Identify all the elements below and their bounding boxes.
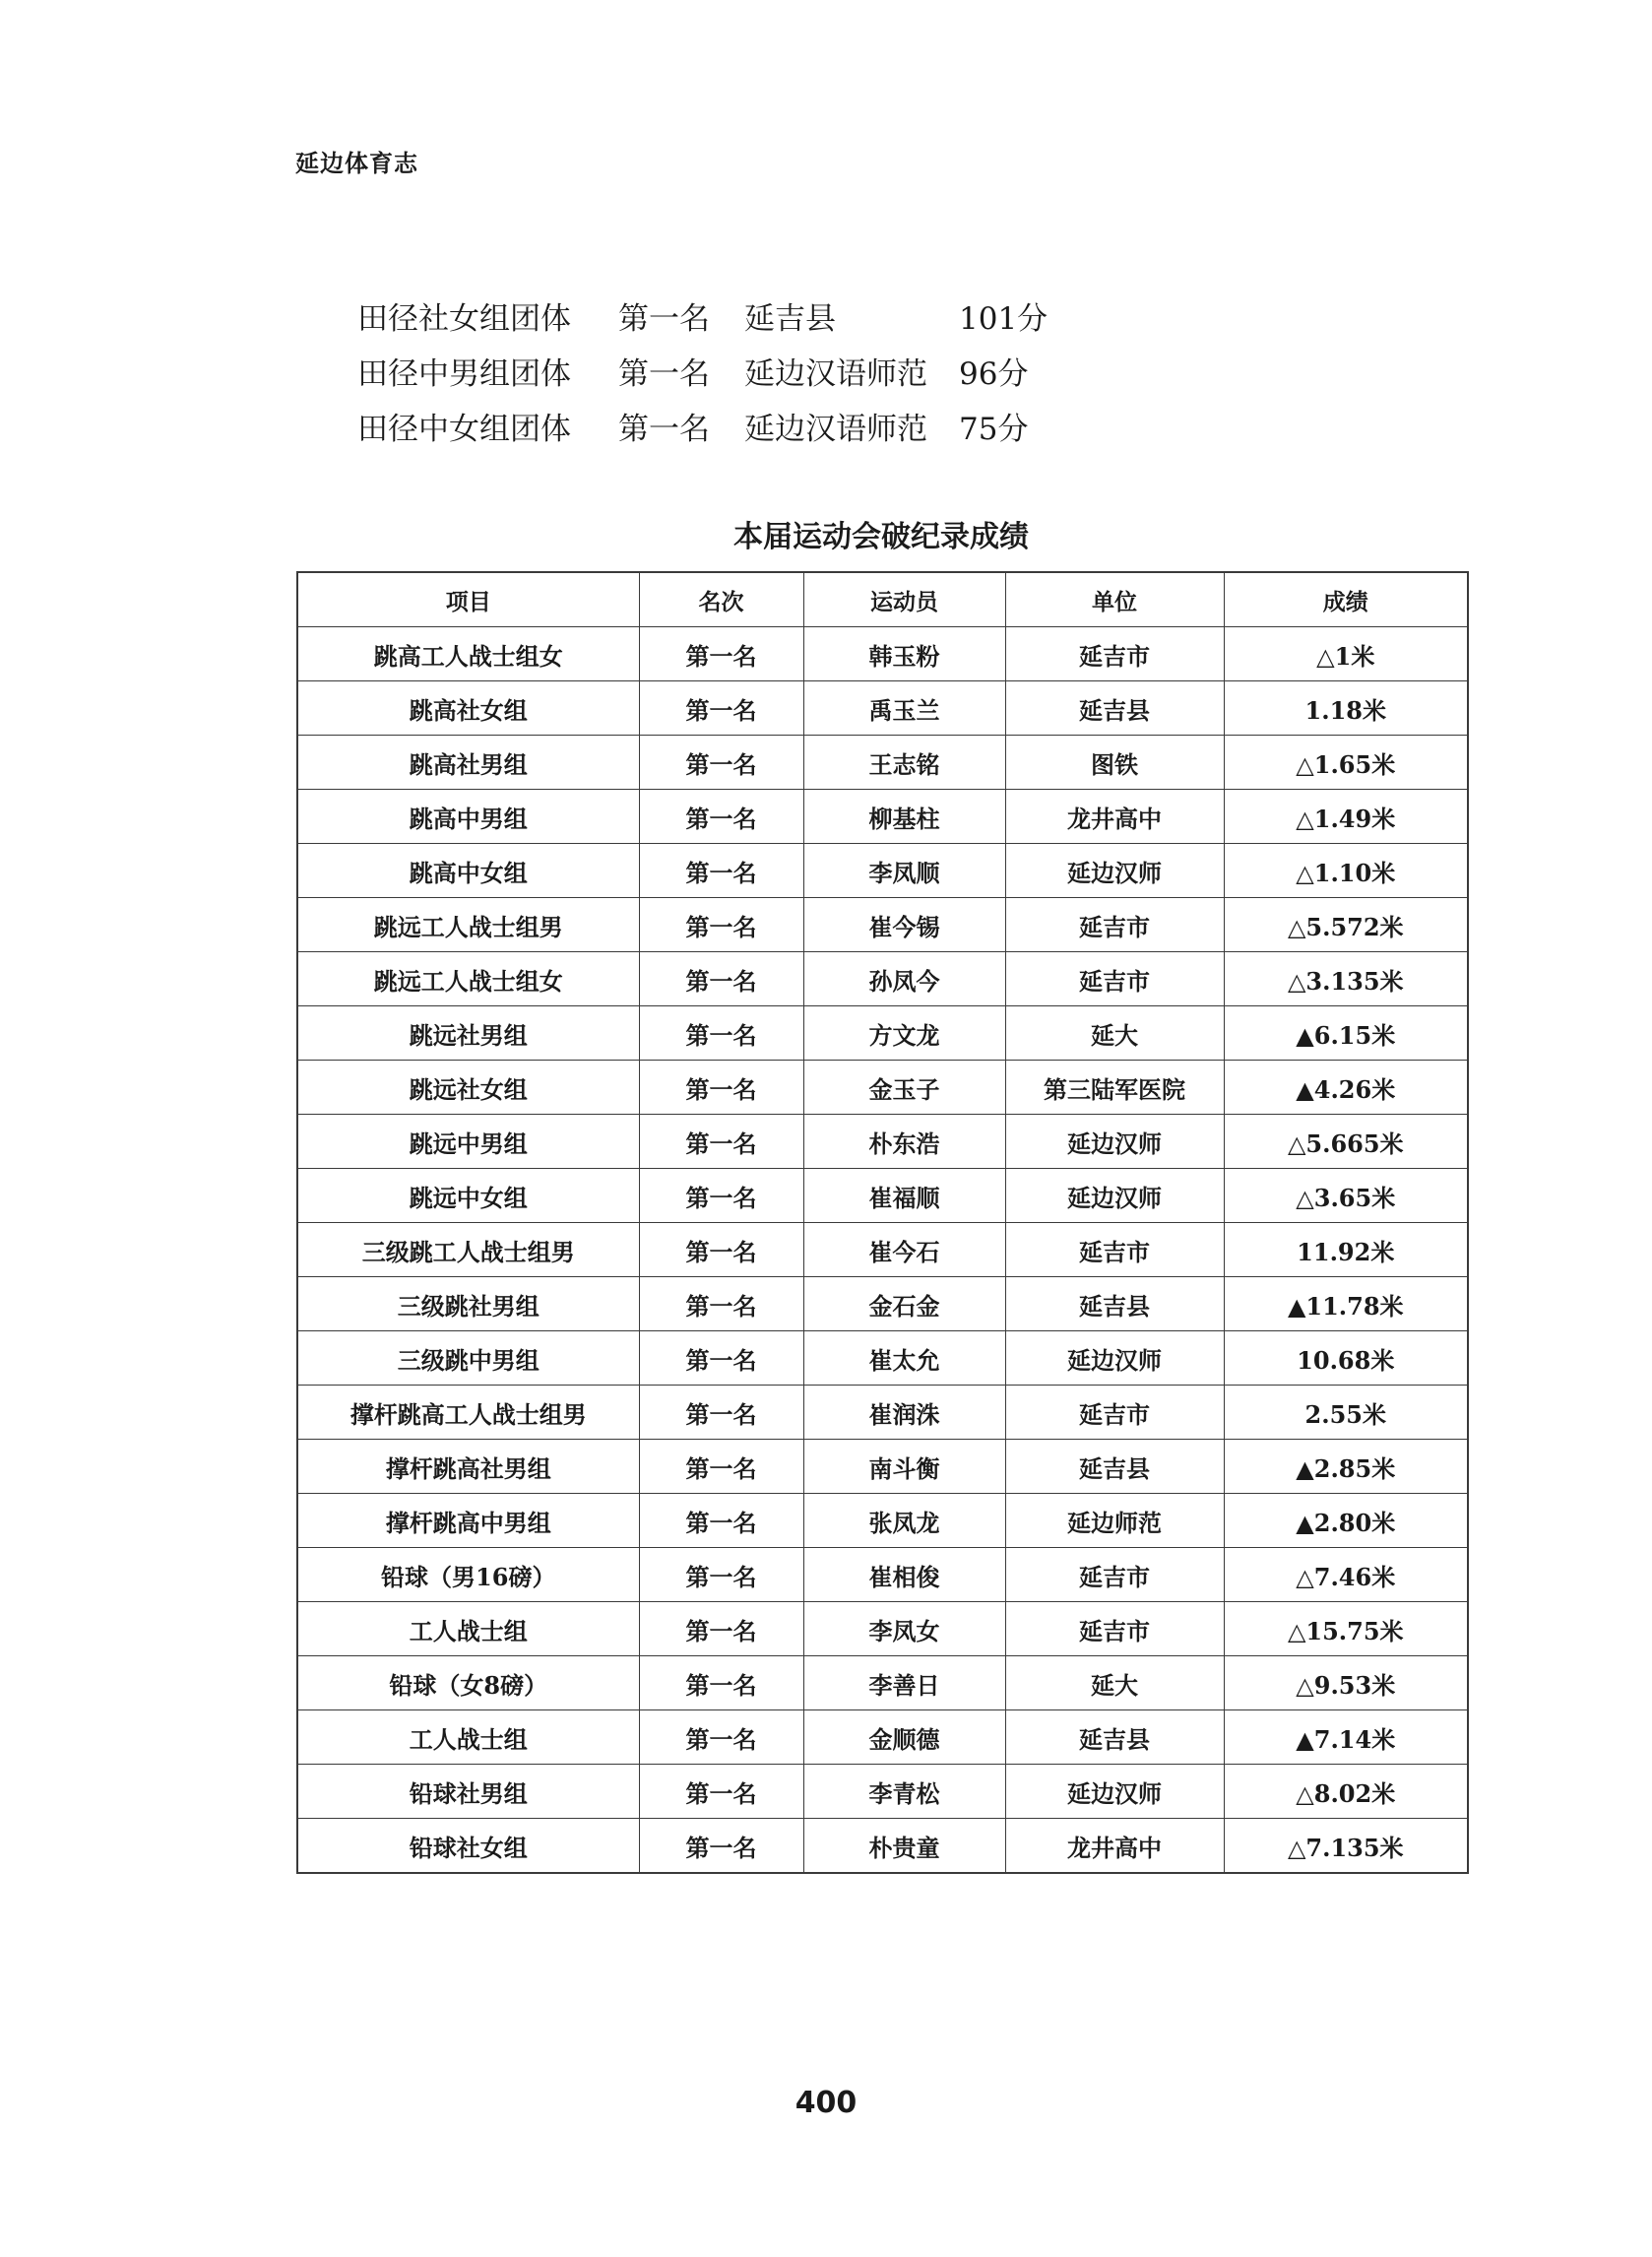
table-row xyxy=(297,1331,1468,1386)
cell-rank: 第一名 xyxy=(639,1386,803,1440)
cell-result: 1.18米 xyxy=(1224,681,1468,736)
cell-rank: 第一名 xyxy=(639,1656,803,1710)
cell-result: △1.49米 xyxy=(1224,790,1468,844)
team-result-row xyxy=(357,398,1077,453)
cell-event: 撑杆跳高社男组 xyxy=(297,1440,639,1494)
header-unit: 单位 xyxy=(1005,572,1224,627)
cell-rank: 第一名 xyxy=(639,1602,803,1656)
cell-rank: 第一名 xyxy=(639,736,803,790)
cell-athlete: 崔今石 xyxy=(803,1223,1005,1277)
table-row xyxy=(297,1602,1468,1656)
team-result-rank: 第一名 xyxy=(618,300,710,337)
cell-unit: 延吉市 xyxy=(1005,1548,1224,1602)
cell-unit: 延吉市 xyxy=(1005,627,1224,681)
running-head: 延边体育志 xyxy=(295,150,418,177)
cell-event: 跳远社男组 xyxy=(297,1006,639,1061)
cell-result: ▲2.85米 xyxy=(1224,1440,1468,1494)
table-row xyxy=(297,898,1468,952)
table-row xyxy=(297,1710,1468,1765)
team-result-rank: 第一名 xyxy=(618,411,710,447)
cell-event: 跳高工人战士组女 xyxy=(297,627,639,681)
cell-unit: 延边汉师 xyxy=(1005,1169,1224,1223)
table-row xyxy=(297,1223,1468,1277)
cell-unit: 延吉县 xyxy=(1005,1277,1224,1331)
cell-athlete: 孙凤今 xyxy=(803,952,1005,1006)
cell-athlete: 李凤顺 xyxy=(803,844,1005,898)
cell-rank: 第一名 xyxy=(639,1710,803,1765)
cell-event: 撑杆跳高工人战士组男 xyxy=(297,1386,639,1440)
header-result: 成绩 xyxy=(1224,572,1468,627)
cell-result: 2.55米 xyxy=(1224,1386,1468,1440)
cell-athlete: 王志铭 xyxy=(803,736,1005,790)
table-row xyxy=(297,1277,1468,1331)
cell-rank: 第一名 xyxy=(639,1494,803,1548)
cell-result: △3.135米 xyxy=(1224,952,1468,1006)
cell-unit: 延吉市 xyxy=(1005,1386,1224,1440)
cell-rank: 第一名 xyxy=(639,1061,803,1115)
team-result-row xyxy=(357,343,1077,398)
cell-result: △9.53米 xyxy=(1224,1656,1468,1710)
cell-result: △1.10米 xyxy=(1224,844,1468,898)
cell-event: 跳高社女组 xyxy=(297,681,639,736)
header-athlete: 运动员 xyxy=(803,572,1005,627)
table-row xyxy=(297,952,1468,1006)
cell-result: 10.68米 xyxy=(1224,1331,1468,1386)
cell-athlete: 朴东浩 xyxy=(803,1115,1005,1169)
cell-result: △1米 xyxy=(1224,627,1468,681)
team-result-event: 田径中男组团体 xyxy=(357,355,571,392)
team-result-unit: 延边汉语师范 xyxy=(744,355,927,392)
cell-result: ▲2.80米 xyxy=(1224,1494,1468,1548)
cell-rank: 第一名 xyxy=(639,1819,803,1874)
cell-unit: 延吉市 xyxy=(1005,952,1224,1006)
cell-rank: 第一名 xyxy=(639,1223,803,1277)
cell-result: △7.135米 xyxy=(1224,1819,1468,1874)
header-event: 项目 xyxy=(297,572,639,627)
cell-event: 铅球（男16磅） xyxy=(297,1548,639,1602)
cell-unit: 龙井高中 xyxy=(1005,1819,1224,1874)
table-title: 本届运动会破纪录成绩 xyxy=(733,520,1029,554)
team-result-event: 田径中女组团体 xyxy=(357,411,571,447)
cell-athlete: 崔今锡 xyxy=(803,898,1005,952)
cell-athlete: 南斗衡 xyxy=(803,1440,1005,1494)
table-row xyxy=(297,1440,1468,1494)
cell-event: 跳高中男组 xyxy=(297,790,639,844)
table-row xyxy=(297,1006,1468,1061)
cell-athlete: 李凤女 xyxy=(803,1602,1005,1656)
cell-unit: 延边汉师 xyxy=(1005,844,1224,898)
table-row xyxy=(297,790,1468,844)
table-row xyxy=(297,736,1468,790)
cell-event: 跳远工人战士组男 xyxy=(297,898,639,952)
table-row xyxy=(297,1169,1468,1223)
cell-athlete: 朴贵童 xyxy=(803,1819,1005,1874)
cell-unit: 延吉市 xyxy=(1005,1602,1224,1656)
team-result-score: 96分 xyxy=(959,355,1029,392)
cell-rank: 第一名 xyxy=(639,844,803,898)
cell-rank: 第一名 xyxy=(639,627,803,681)
table-row xyxy=(297,1115,1468,1169)
cell-result: ▲6.15米 xyxy=(1224,1006,1468,1061)
cell-event: 铅球社女组 xyxy=(297,1819,639,1874)
cell-athlete: 崔太允 xyxy=(803,1331,1005,1386)
cell-athlete: 崔润洙 xyxy=(803,1386,1005,1440)
cell-athlete: 崔福顺 xyxy=(803,1169,1005,1223)
cell-result: △1.65米 xyxy=(1224,736,1468,790)
cell-unit: 延吉市 xyxy=(1005,898,1224,952)
table-row xyxy=(297,1819,1468,1874)
cell-event: 工人战士组 xyxy=(297,1602,639,1656)
table-row xyxy=(297,627,1468,681)
cell-unit: 延大 xyxy=(1005,1006,1224,1061)
cell-athlete: 韩玉粉 xyxy=(803,627,1005,681)
table-row xyxy=(297,1061,1468,1115)
cell-event: 铅球社男组 xyxy=(297,1765,639,1819)
cell-athlete: 金顺德 xyxy=(803,1710,1005,1765)
cell-event: 跳远社女组 xyxy=(297,1061,639,1115)
team-result-score: 75分 xyxy=(959,411,1029,447)
cell-event: 跳高社男组 xyxy=(297,736,639,790)
cell-unit: 龙井高中 xyxy=(1005,790,1224,844)
cell-unit: 第三陆军医院 xyxy=(1005,1061,1224,1115)
cell-result: △5.665米 xyxy=(1224,1115,1468,1169)
cell-result: △7.46米 xyxy=(1224,1548,1468,1602)
cell-athlete: 金石金 xyxy=(803,1277,1005,1331)
cell-event: 跳远中男组 xyxy=(297,1115,639,1169)
cell-athlete: 方文龙 xyxy=(803,1006,1005,1061)
cell-result: ▲11.78米 xyxy=(1224,1277,1468,1331)
cell-result: ▲4.26米 xyxy=(1224,1061,1468,1115)
cell-athlete: 李善日 xyxy=(803,1656,1005,1710)
table-header-row xyxy=(297,572,1468,627)
cell-unit: 延边师范 xyxy=(1005,1494,1224,1548)
cell-rank: 第一名 xyxy=(639,1277,803,1331)
cell-event: 跳远工人战士组女 xyxy=(297,952,639,1006)
team-result-score: 101分 xyxy=(959,300,1048,337)
table-row xyxy=(297,1386,1468,1440)
team-result-row xyxy=(357,288,1077,343)
table-row xyxy=(297,681,1468,736)
cell-result: 11.92米 xyxy=(1224,1223,1468,1277)
cell-unit: 延吉市 xyxy=(1005,1223,1224,1277)
cell-unit: 延大 xyxy=(1005,1656,1224,1710)
cell-unit: 延边汉师 xyxy=(1005,1115,1224,1169)
cell-rank: 第一名 xyxy=(639,898,803,952)
team-result-unit: 延边汉语师范 xyxy=(744,411,927,447)
table-row xyxy=(297,1765,1468,1819)
cell-unit: 延边汉师 xyxy=(1005,1331,1224,1386)
header-rank: 名次 xyxy=(639,572,803,627)
cell-event: 三级跳工人战士组男 xyxy=(297,1223,639,1277)
team-result-rank: 第一名 xyxy=(618,355,710,392)
cell-unit: 延吉县 xyxy=(1005,1710,1224,1765)
cell-result: △15.75米 xyxy=(1224,1602,1468,1656)
cell-athlete: 禹玉兰 xyxy=(803,681,1005,736)
table-row xyxy=(297,1494,1468,1548)
cell-rank: 第一名 xyxy=(639,1765,803,1819)
cell-rank: 第一名 xyxy=(639,1115,803,1169)
cell-athlete: 柳基柱 xyxy=(803,790,1005,844)
team-result-event: 田径社女组团体 xyxy=(357,300,571,337)
cell-rank: 第一名 xyxy=(639,952,803,1006)
team-results xyxy=(357,288,1077,453)
cell-rank: 第一名 xyxy=(639,1169,803,1223)
cell-event: 工人战士组 xyxy=(297,1710,639,1765)
table-row xyxy=(297,844,1468,898)
cell-unit: 图铁 xyxy=(1005,736,1224,790)
team-result-unit: 延吉县 xyxy=(744,300,836,337)
cell-rank: 第一名 xyxy=(639,1440,803,1494)
cell-athlete: 李青松 xyxy=(803,1765,1005,1819)
cell-athlete: 张凤龙 xyxy=(803,1494,1005,1548)
cell-event: 跳高中女组 xyxy=(297,844,639,898)
cell-unit: 延吉县 xyxy=(1005,681,1224,736)
cell-event: 撑杆跳高中男组 xyxy=(297,1494,639,1548)
cell-event: 三级跳社男组 xyxy=(297,1277,639,1331)
cell-unit: 延边汉师 xyxy=(1005,1765,1224,1819)
table-row xyxy=(297,1656,1468,1710)
cell-rank: 第一名 xyxy=(639,790,803,844)
cell-event: 跳远中女组 xyxy=(297,1169,639,1223)
cell-rank: 第一名 xyxy=(639,681,803,736)
cell-result: △5.572米 xyxy=(1224,898,1468,952)
cell-rank: 第一名 xyxy=(639,1548,803,1602)
cell-result: △8.02米 xyxy=(1224,1765,1468,1819)
page-number: 400 xyxy=(794,2086,858,2120)
cell-rank: 第一名 xyxy=(639,1331,803,1386)
table-body xyxy=(297,627,1468,1874)
cell-event: 三级跳中男组 xyxy=(297,1331,639,1386)
cell-unit: 延吉县 xyxy=(1005,1440,1224,1494)
cell-result: ▲7.14米 xyxy=(1224,1710,1468,1765)
table-row xyxy=(297,1548,1468,1602)
records-table xyxy=(296,571,1469,1874)
cell-rank: 第一名 xyxy=(639,1006,803,1061)
cell-event: 铅球（女8磅） xyxy=(297,1656,639,1710)
cell-result: △3.65米 xyxy=(1224,1169,1468,1223)
cell-athlete: 崔相俊 xyxy=(803,1548,1005,1602)
cell-athlete: 金玉子 xyxy=(803,1061,1005,1115)
